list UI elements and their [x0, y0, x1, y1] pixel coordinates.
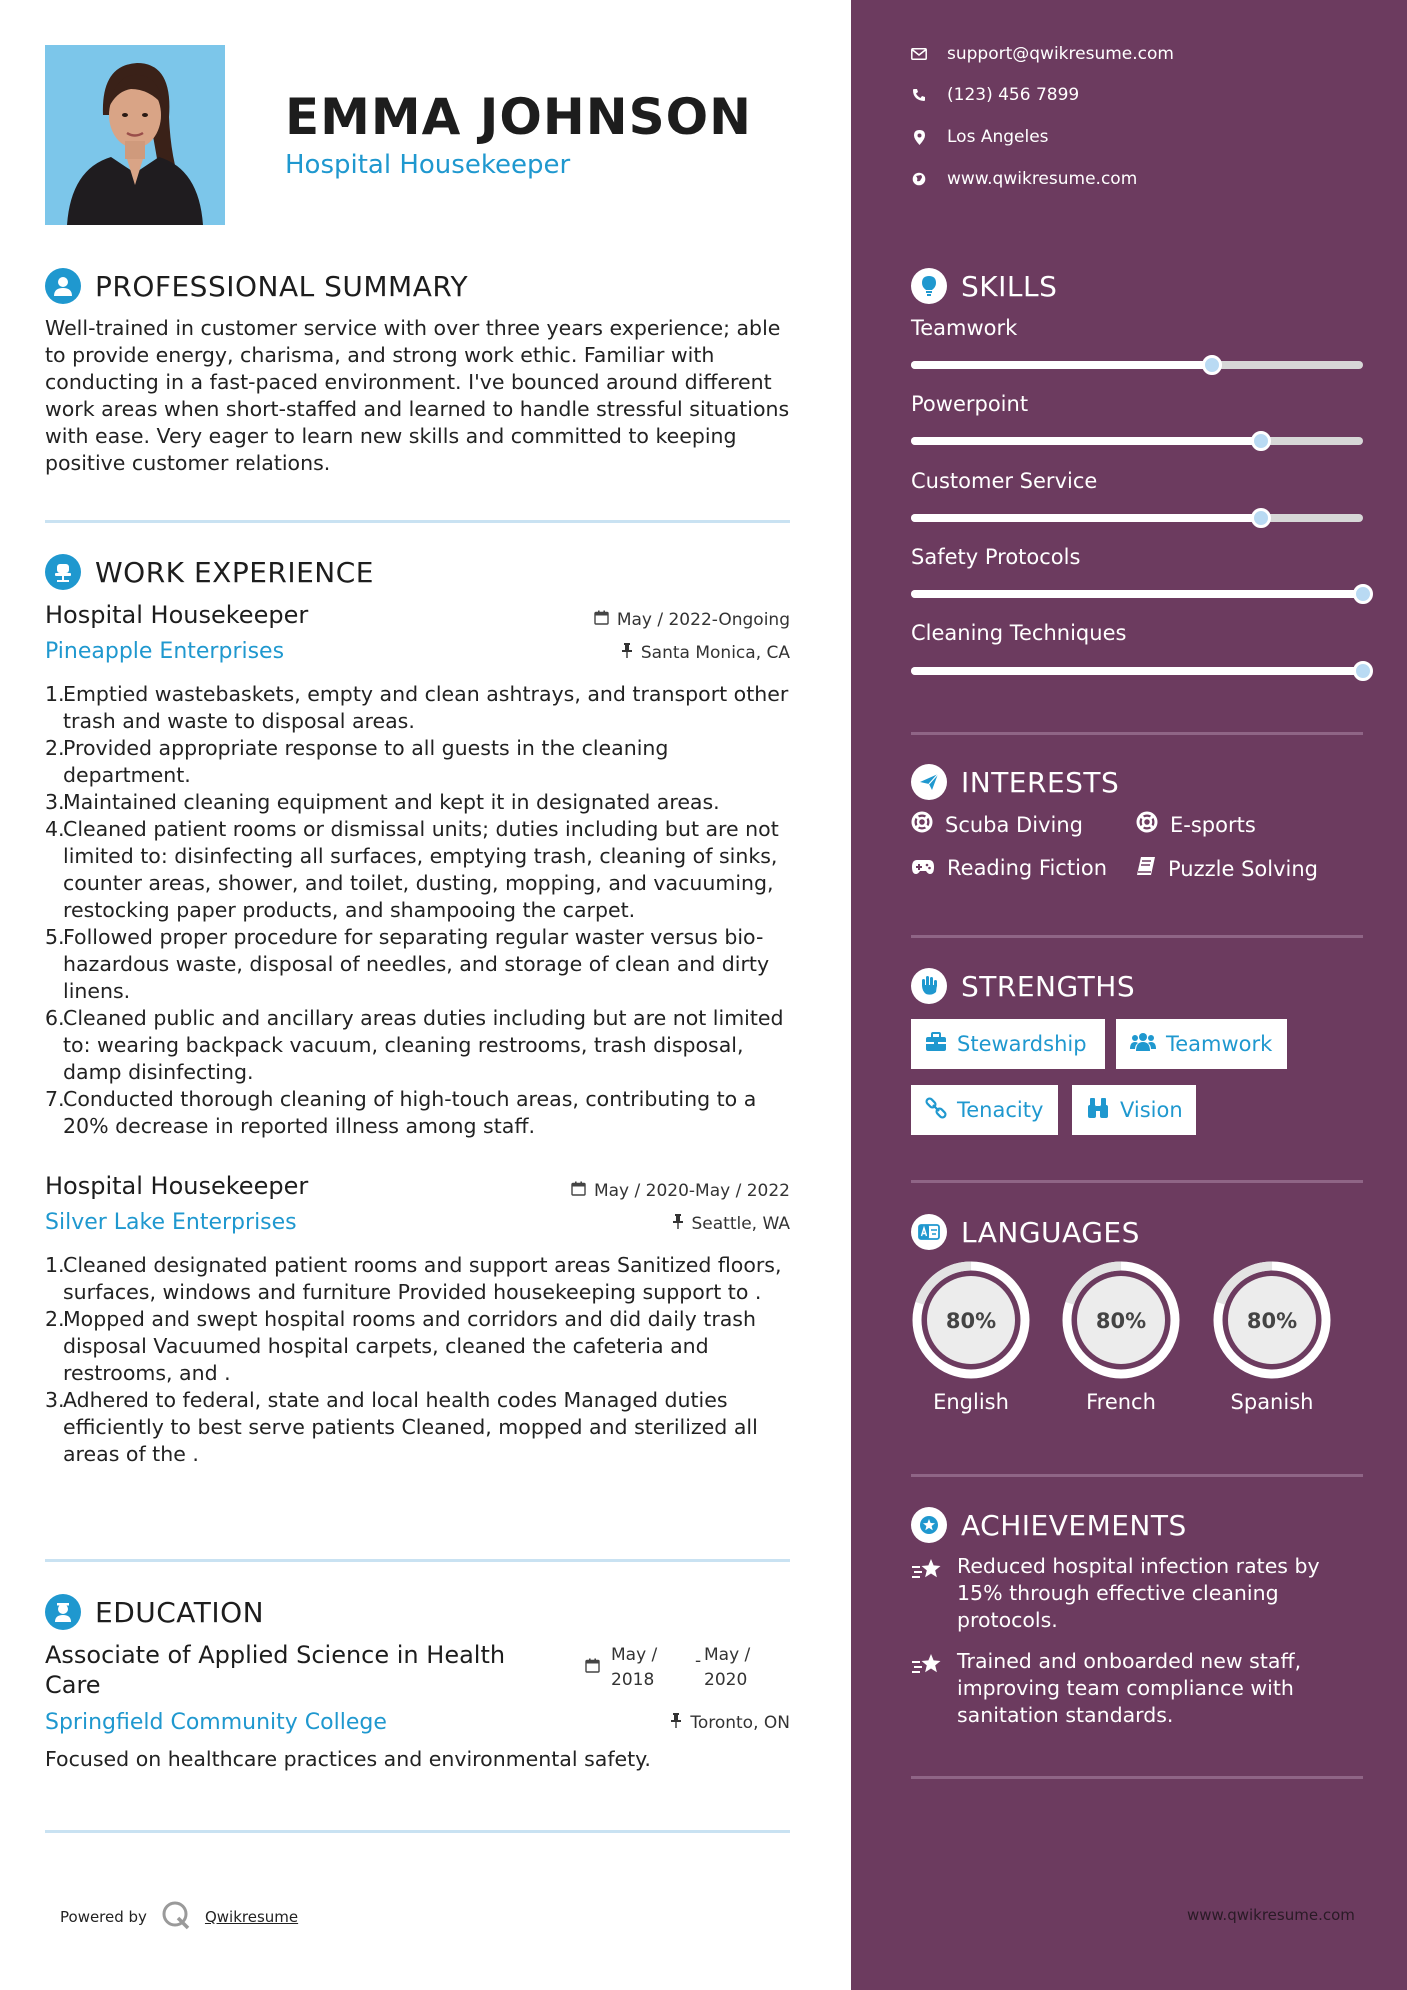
job-duties-list — [45, 681, 795, 1140]
job-title: Hospital Housekeeper — [45, 1172, 309, 1200]
candidate-title: Hospital Housekeeper — [285, 150, 571, 180]
degree-title-line1: Associate of Applied Science in Health — [45, 1641, 506, 1669]
strength-label: Teamwork — [1166, 1032, 1273, 1056]
language-name: English — [933, 1390, 1009, 1414]
skills-heading — [911, 268, 1057, 304]
envelope-icon — [911, 48, 927, 60]
skill-label: Teamwork — [911, 316, 1018, 340]
strengths-heading — [911, 968, 1135, 1004]
powered-by-text: Powered by — [60, 1908, 147, 1926]
graduate-icon — [45, 1594, 81, 1630]
contact-email — [911, 44, 1174, 64]
strength-badge — [1072, 1085, 1196, 1135]
profile-photo — [45, 45, 225, 225]
job-location — [672, 1214, 791, 1234]
skill-bar — [911, 437, 1363, 445]
education-heading — [45, 1594, 264, 1630]
language-icon — [911, 1214, 947, 1250]
language-percent: 80% — [1095, 1309, 1147, 1333]
strength-badge — [1116, 1019, 1287, 1069]
experience-heading — [45, 554, 374, 590]
job-location-text: Santa Monica, CA — [640, 643, 790, 663]
interest-item — [1136, 856, 1318, 881]
gamepad-icon — [911, 856, 935, 880]
education-location-text: Toronto, ON — [690, 1713, 790, 1733]
life-ring-icon — [911, 811, 933, 838]
fist-icon — [911, 968, 947, 1004]
language-percent: 80% — [1246, 1309, 1298, 1333]
shooting-star-icon — [911, 1648, 943, 1729]
interest-label: E-sports — [1170, 812, 1256, 837]
phone-icon — [911, 88, 927, 102]
list-item: 6. Cleaned public and ancillary areas duties including but are not limited to: wearing backpack vacuum, cleaning restrooms, trash disposal, damp disinfecting. — [45, 1006, 784, 1084]
language-item — [909, 1258, 1033, 1414]
education-start-date: May / 2018 — [611, 1645, 658, 1690]
job-title: Hospital Housekeeper — [45, 601, 309, 629]
language-item — [1059, 1258, 1183, 1414]
shooting-star-icon — [911, 1553, 943, 1634]
company-name: Silver Lake Enterprises — [45, 1210, 297, 1235]
calendar-icon — [571, 1181, 586, 1201]
strength-label: Vision — [1120, 1098, 1183, 1122]
user-icon — [45, 268, 81, 304]
skill-bar-knob — [1251, 508, 1271, 528]
experience-heading-text: WORK EXPERIENCE — [95, 555, 374, 589]
language-ring — [909, 1258, 1033, 1382]
interest-label: Puzzle Solving — [1168, 856, 1318, 881]
achievements-heading-text: ACHIEVEMENTS — [961, 1508, 1187, 1542]
language-item — [1210, 1258, 1334, 1414]
strength-badge — [911, 1085, 1058, 1135]
list-item: 5. Followed proper procedure for separating regular waster versus bio-hazardous waste, disposal of needles, and storage of clean and dirty linens. — [45, 925, 770, 1003]
footer-website[interactable]: www.qwikresume.com — [1187, 1906, 1355, 1924]
paper-plane-icon — [911, 764, 947, 800]
interest-label: Scuba Diving — [945, 812, 1083, 837]
strength-badge — [911, 1019, 1105, 1069]
interests-heading-text: INTERESTS — [961, 765, 1120, 799]
language-ring — [1210, 1258, 1334, 1382]
skill-bar-fill — [911, 437, 1261, 445]
life-ring-icon — [1136, 811, 1158, 838]
skill-bar-knob — [1353, 661, 1373, 681]
contact-location-text: Los Angeles — [947, 127, 1049, 147]
job-duties-list — [45, 1252, 795, 1468]
powered-by — [60, 1900, 298, 1934]
company-name: Pineapple Enterprises — [45, 639, 285, 664]
skill-label: Cleaning Techniques — [911, 621, 1127, 645]
interest-item — [911, 811, 1083, 838]
language-ring — [1059, 1258, 1183, 1382]
skills-heading-text: SKILLS — [961, 269, 1058, 303]
strength-label: Tenacity — [957, 1098, 1044, 1122]
skill-bar — [911, 514, 1363, 522]
list-item: 2. Provided appropriate response to all guests in the cleaning department. — [45, 736, 669, 787]
section-divider — [911, 1474, 1363, 1477]
education-location — [670, 1713, 790, 1733]
pin-icon — [621, 643, 633, 663]
section-divider — [45, 1559, 790, 1562]
skill-bar — [911, 667, 1363, 675]
list-item: 7. Conducted thorough cleaning of high-touch areas, contributing to a 20% decrease in reported illness among staff. — [45, 1087, 757, 1138]
lightbulb-icon — [911, 268, 947, 304]
list-item: 3. Adhered to federal, state and local health codes Managed duties efficiently to best serve patients Cleaned, mopped and sterilized all areas of the . — [45, 1388, 758, 1466]
achievement-item — [911, 1648, 1363, 1729]
link-icon — [925, 1097, 947, 1124]
list-item: 1. Cleaned designated patient rooms and support areas Sanitized floors, surfaces, windows and furniture Provided housekeeping support to . — [45, 1253, 782, 1304]
contact-website — [911, 169, 1137, 189]
language-name: Spanish — [1230, 1390, 1314, 1414]
job-dates-text: May / 2022-Ongoing — [616, 610, 790, 630]
section-divider — [911, 935, 1363, 938]
section-divider — [45, 520, 790, 523]
languages-heading — [911, 1214, 1140, 1250]
qwikresume-link[interactable]: Qwikresume — [204, 1908, 299, 1926]
achievement-item — [911, 1553, 1363, 1634]
achievement-text: Trained and onboarded new staff, improving team compliance with sanitation standards. — [957, 1649, 1302, 1727]
strengths-heading-text: STRENGTHS — [961, 969, 1136, 1003]
language-name: French — [1086, 1390, 1156, 1414]
skill-bar — [911, 590, 1363, 598]
list-item: 1. Emptied wastebaskets, empty and clean ashtrays, and transport other trash and waste to disposal areas. — [45, 682, 789, 733]
list-item: 2. Mopped and swept hospital rooms and corridors and did daily trash disposal Vacuumed hospital carpets, cleaned the cafeteria and restrooms, and . — [45, 1307, 756, 1385]
globe-icon — [911, 172, 927, 186]
strength-label: Stewardship — [957, 1032, 1087, 1056]
skill-bar-knob — [1251, 431, 1271, 451]
star-badge-icon — [911, 1507, 947, 1543]
skill-bar-fill — [911, 361, 1212, 369]
languages-heading-text: LANGUAGES — [961, 1215, 1140, 1249]
job-dates — [594, 610, 790, 630]
candidate-name: EMMA JOHNSON — [285, 88, 752, 146]
summary-heading — [45, 268, 468, 304]
job-location — [621, 643, 790, 663]
interest-item — [1136, 811, 1256, 838]
calendar-icon — [594, 610, 609, 630]
school-name: Springfield Community College — [45, 1710, 387, 1735]
skill-label: Powerpoint — [911, 392, 1029, 416]
job-dates — [571, 1181, 790, 1201]
contact-phone-text: (123) 456 7899 — [947, 85, 1080, 105]
education-end-date: May / 2020 — [704, 1645, 751, 1690]
binoculars-icon — [1086, 1097, 1110, 1124]
summary-text: Well-trained in customer service with over three years experience; able to provide energy, charisma, and strong work ethic. Familiar with conducting in a fast-paced environment. I've bounced around different work areas when short-staffed and learned to handle stressful situations with ease. Very eager to learn new skills and committed to keeping positive customer relations. — [45, 316, 790, 475]
skill-bar-knob — [1202, 355, 1222, 375]
section-divider — [911, 732, 1363, 735]
book-icon — [1136, 856, 1156, 881]
achievement-text: Reduced hospital infection rates by 15% through effective cleaning protocols. — [957, 1554, 1320, 1632]
contact-location — [911, 127, 1049, 147]
list-item: 3. Maintained cleaning equipment and kept it in designated areas. — [45, 790, 720, 814]
language-percent: 80% — [945, 1309, 997, 1333]
contact-phone — [911, 85, 1079, 105]
interests-heading — [911, 764, 1119, 800]
qwikresume-logo-icon — [161, 1900, 191, 1934]
summary-heading-text: PROFESSIONAL SUMMARY — [95, 269, 469, 303]
achievements-heading — [911, 1507, 1187, 1543]
pin-icon — [672, 1214, 684, 1234]
skill-bar-fill — [911, 514, 1261, 522]
calendar-icon — [585, 1658, 600, 1677]
degree-title-line2: Care — [45, 1671, 101, 1699]
briefcase-icon — [925, 1032, 947, 1057]
section-divider — [45, 1830, 790, 1833]
skill-label: Customer Service — [911, 469, 1098, 493]
interest-label: Reading Fiction — [947, 856, 1108, 880]
contact-website-text[interactable]: www.qwikresume.com — [947, 169, 1138, 189]
users-icon — [1130, 1032, 1156, 1057]
skill-bar-fill — [911, 667, 1363, 675]
pin-icon — [670, 1713, 682, 1733]
map-marker-icon — [911, 130, 927, 145]
briefcase-chair-icon — [45, 554, 81, 590]
sidebar — [851, 0, 1407, 1990]
job-dates-text: May / 2020-May / 2022 — [593, 1181, 790, 1201]
section-divider — [911, 1180, 1363, 1183]
section-divider — [911, 1776, 1363, 1779]
date-separator: - — [695, 1651, 702, 1671]
list-item: 4. Cleaned patient rooms or dismissal units; duties including but are not limited to: disinfecting all surfaces, emptying trash, cleaning of sinks, counter areas, shower, and toilet, dusting, mopping, and vacuuming, restocking paper products, and shampooing the carpet. — [45, 817, 779, 922]
skill-bar-knob — [1353, 584, 1373, 604]
skill-bar — [911, 361, 1363, 369]
education-heading-text: EDUCATION — [95, 1595, 265, 1629]
education-description: Focused on healthcare practices and environmental safety. — [45, 1747, 651, 1771]
contact-email-text[interactable]: support@qwikresume.com — [947, 44, 1174, 64]
job-location-text: Seattle, WA — [691, 1214, 790, 1234]
interest-item — [911, 856, 1107, 880]
skill-bar-fill — [911, 590, 1363, 598]
skill-label: Safety Protocols — [911, 545, 1081, 569]
